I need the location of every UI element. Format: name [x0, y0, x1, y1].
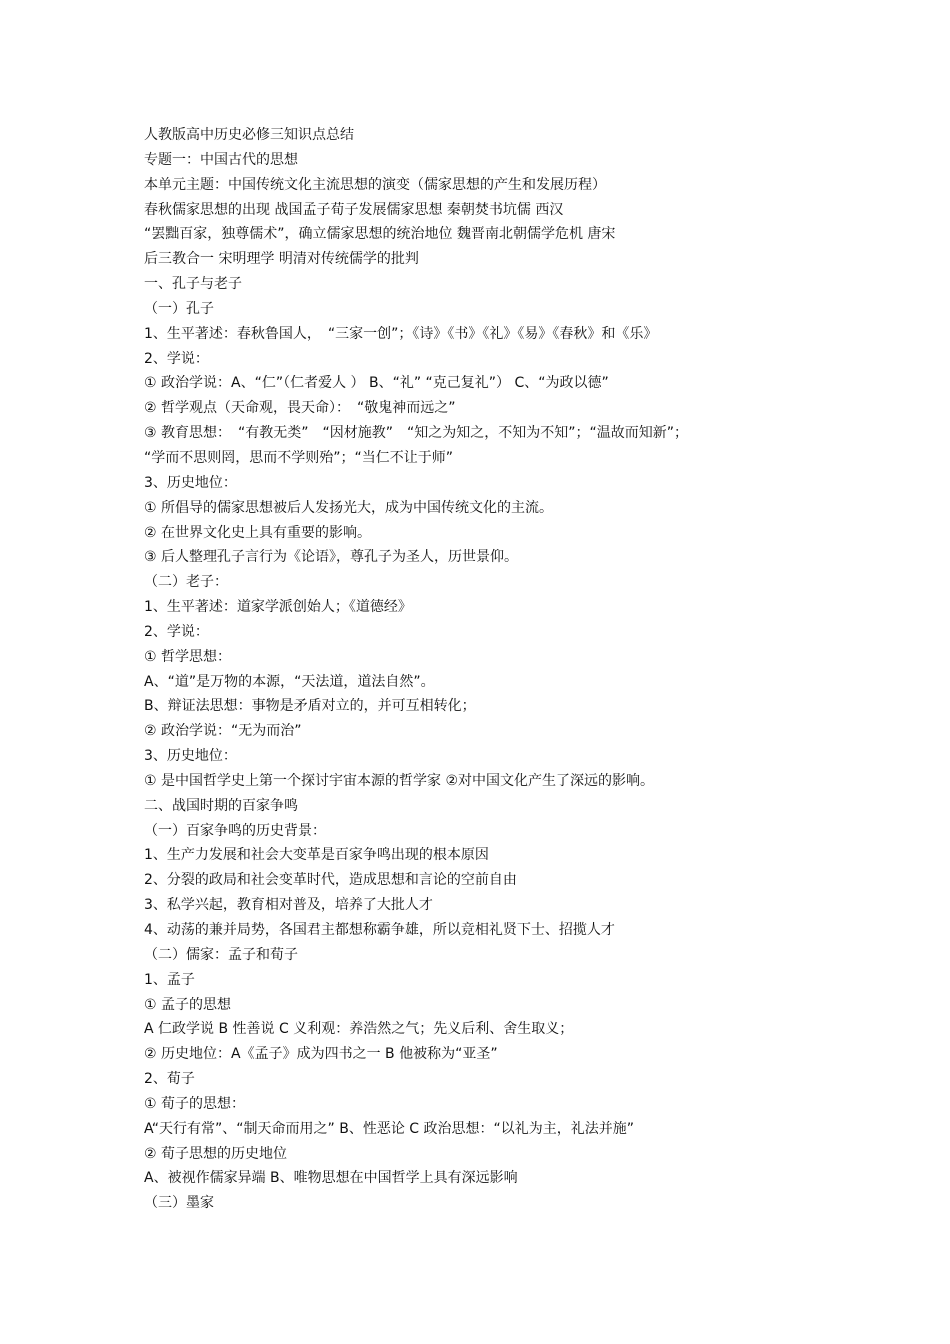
text-line: 3、历史地位：	[144, 748, 237, 765]
text-line: A、“道”是万物的本源，“天法道，道法自然”。	[144, 673, 435, 690]
subsection-heading: （一）百家争鸣的历史背景：	[144, 822, 326, 839]
text-line: “罢黜百家，独尊儒术”，确立儒家思想的统治地位 魏晋南北朝儒学危机 唐宋	[144, 226, 616, 243]
text-line: 1、生平著述：道家学派创始人；《道德经》	[144, 599, 412, 616]
text-line: ① 孟子的思想	[144, 996, 232, 1013]
subsection-heading: （二）老子：	[144, 574, 228, 591]
subsection-heading: （一）孔子	[144, 300, 214, 317]
text-line: ② 政治学说：“无为而治”	[144, 723, 302, 740]
text-line: ③ 后人整理孔子言行为《论语》，尊孔子为圣人，历世景仰。	[144, 549, 518, 566]
text-line: ③ 教育思想： “有教无类” “因材施教” “知之为知之，不知为不知”；“温故而知新”；	[144, 425, 689, 442]
text-line: ① 政治学说：A、“仁”（仁者爱人 ） B、“礼” “克己复礼”） C、“为政以德”	[144, 375, 609, 392]
document-title: 人教版高中历史必修三知识点总结	[144, 127, 354, 143]
section-heading: 一、孔子与老子	[144, 276, 242, 293]
text-line: 3、私学兴起，教育相对普及，培养了大批人才	[144, 897, 433, 914]
text-line: A 仁政学说 B 性善说 C 义利观：养浩然之气；先义后利、舍生取义；	[144, 1021, 574, 1038]
text-line: ② 荀子思想的历史地位	[144, 1145, 288, 1162]
text-line: 1、生产力发展和社会大变革是百家争鸣出现的根本原因	[144, 847, 489, 864]
text-line: 2、分裂的政局和社会变革时代，造成思想和言论的空前自由	[144, 872, 517, 889]
document-body	[144, 123, 824, 1216]
text-line: ② 历史地位：A《孟子》成为四书之一 B 他被称为“亚圣”	[144, 1046, 498, 1063]
text-line: ② 在世界文化史上具有重要的影响。	[144, 524, 372, 541]
text-line: 2、学说：	[144, 623, 209, 640]
section-heading: 二、战国时期的百家争鸣	[144, 797, 298, 814]
subsection-heading: （二）儒家：孟子和荀子	[144, 946, 298, 963]
text-line: “学而不思则罔，思而不学则殆”；“当仁不让于师”	[144, 449, 454, 466]
text-line: 4、动荡的兼并局势，各国君主都想称霸争雄，所以竞相礼贤下士、招揽人才	[144, 922, 615, 938]
text-line: 1、生平著述：春秋鲁国人， “三家一创”；《诗》《书》《礼》《易》《春秋》和《乐》	[144, 325, 658, 342]
text-line: 后三教合一 宋明理学 明清对传统儒学的批判	[144, 251, 419, 268]
text-line: 1、孟子	[144, 971, 195, 988]
text-line: ① 哲学思想：	[144, 648, 232, 665]
text-line: ① 是中国哲学史上第一个探讨宇宙本源的哲学家 ②对中国文化产生了深远的影响。	[144, 772, 654, 789]
text-line: ① 荀子的思想：	[144, 1095, 246, 1112]
text-line: 2、学说：	[144, 350, 209, 367]
topic-heading: 专题一：中国古代的思想	[144, 151, 298, 168]
text-line: 2、荀子	[144, 1071, 195, 1088]
text-line: A“天行有常”、“制天命而用之” B、性恶论 C 政治思想：“以礼为主，礼法并施”	[144, 1120, 635, 1137]
text-line: 春秋儒家思想的出现 战国孟子荀子发展儒家思想 秦朝焚书坑儒 西汉	[144, 201, 564, 218]
text-line: ① 所倡导的儒家思想被后人发扬光大，成为中国传统文化的主流。	[144, 499, 553, 516]
subsection-heading: （三）墨家	[144, 1195, 214, 1212]
text-line: 3、历史地位：	[144, 474, 237, 491]
text-line: A、被视作儒家异端 B、唯物思想在中国哲学上具有深远影响	[144, 1170, 518, 1187]
text-line: B、辩证法思想：事物是矛盾对立的，并可互相转化；	[144, 698, 476, 715]
text-line: ② 哲学观点（天命观，畏天命）： “敬鬼神而远之”	[144, 400, 456, 417]
unit-theme: 本单元主题：中国传统文化主流思想的演变（儒家思想的产生和发展历程）	[144, 176, 606, 193]
